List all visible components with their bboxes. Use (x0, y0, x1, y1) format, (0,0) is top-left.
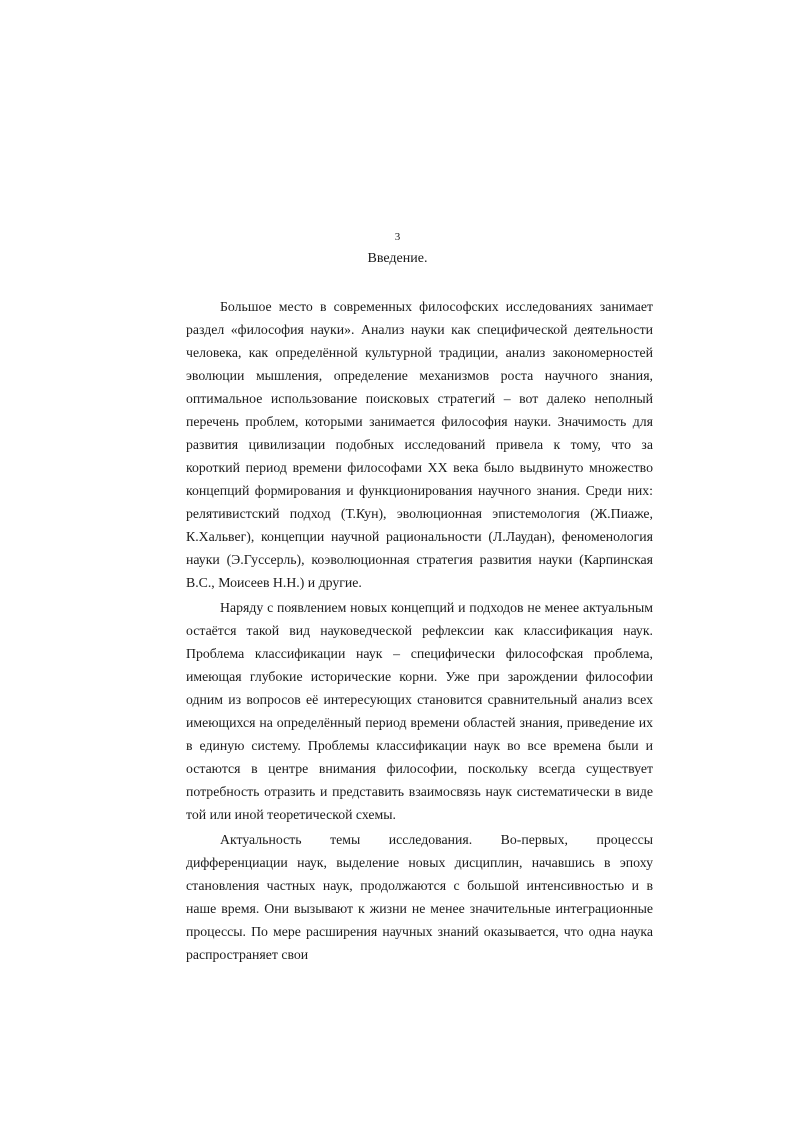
paragraph-2: Наряду с появлением новых концепций и подходов не менее актуальным остаётся такой вид науковедческой рефлексии как классификация наук. Проблема классификации наук – специфически философская проблема, имеющая глубокие исторические корни. Уже при зарождении философии одним из вопросов её интересующих становится сравнительный анализ всех имеющихся на определённый период времени областей знания, приведение их в единую систему. Проблемы классификации наук во все времена были и остаются в центре внимания философии, поскольку всегда существует потребность отразить и представить взаимосвязь наук систематически в виде той или иной теоретической схемы. (186, 600, 653, 822)
paragraph-3: Актуальность темы исследования. Во-первых, процессы дифференциации наук, выделение новых дисциплин, начавшись в эпоху становления частных наук, продолжаются с большой интенсивностью и в наше время. Они вызывают к жизни не менее значительные интеграционные процессы. По мере расширения научных знаний оказывается, что одна наука распространяет свои (186, 832, 653, 962)
section-heading: Введение. (367, 251, 428, 266)
page-number: 3 (394, 231, 401, 243)
paragraph-1: Большое место в современных философских исследованиях занимает раздел «философия науки». Анализ науки как специфической деятельности человека, как определённой культурной традиции, анализ закономерностей эволюции мышления, определение механизмов роста научного знания, оптимальное использование поисковых стратегий – вот далеко неполный перечень проблем, которыми занимается философия науки. Значимость для развития цивилизации подобных исследований привела к тому, что за короткий период времени философами XX века было выдвинуто множество концепций формирования и функционирования научного знания. Среди них: релятивистский подход (Т.Кун), эволюционная эпистемология (Ж.Пиаже, К.Хальвег), концепции научной рациональности (Л.Лаудан), феноменология науки (Э.Гуссерль), коэволюционная стратегия развития науки (Карпинская В.С., Моисеев Н.Н.) и другие. (186, 299, 653, 590)
body-text (186, 295, 653, 966)
